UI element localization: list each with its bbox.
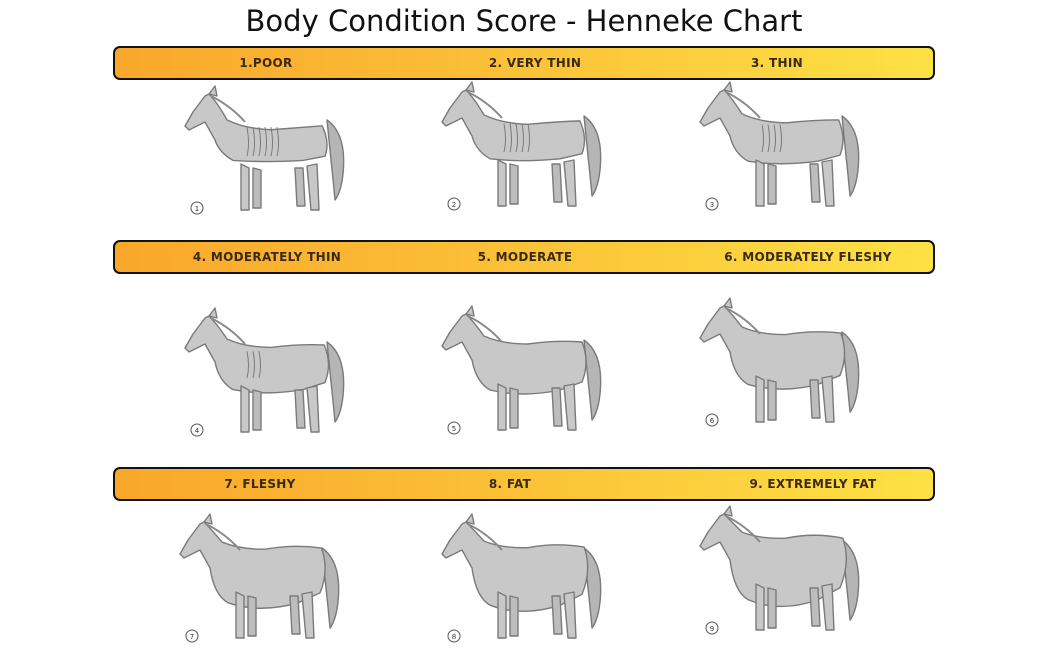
horse-illustration-3 [690, 78, 880, 218]
horse-illustration-7 [170, 510, 360, 650]
score-label-3: 3. THIN [751, 56, 803, 70]
horse-illustration-4 [175, 304, 365, 444]
horse-illustration-8 [432, 510, 622, 650]
horse-illustration-9 [690, 502, 880, 642]
horse-illustration-1 [175, 82, 365, 222]
svg-text:1: 1 [194, 205, 200, 213]
svg-text:8: 8 [451, 633, 457, 641]
score-label-6: 6. MODERATELY FLESHY [724, 250, 892, 264]
svg-text:9: 9 [709, 625, 715, 633]
score-band-row-2 [113, 240, 935, 274]
score-label-5: 5. MODERATE [477, 250, 573, 264]
horse-illustration-5 [432, 302, 622, 442]
svg-text:3: 3 [709, 201, 715, 209]
svg-text:6: 6 [709, 417, 715, 425]
svg-text:7: 7 [189, 633, 195, 641]
horse-illustration-2 [432, 78, 622, 218]
score-label-9: 9. EXTREMELY FAT [749, 477, 877, 491]
horse-illustration-6 [690, 294, 880, 434]
score-band-row-1 [113, 46, 935, 80]
score-label-7: 7. FLESHY [224, 477, 296, 491]
score-band-row-3 [113, 467, 935, 501]
chart-title: Body Condition Score - Henneke Chart [245, 4, 803, 38]
svg-text:5: 5 [451, 425, 457, 433]
svg-text:2: 2 [451, 201, 457, 209]
score-label-1: 1.POOR [239, 56, 293, 70]
svg-text:4: 4 [194, 427, 200, 435]
score-label-2: 2. VERY THIN [488, 56, 582, 70]
score-label-4: 4. MODERATELY THIN [192, 250, 342, 264]
score-label-8: 8. FAT [488, 477, 532, 491]
